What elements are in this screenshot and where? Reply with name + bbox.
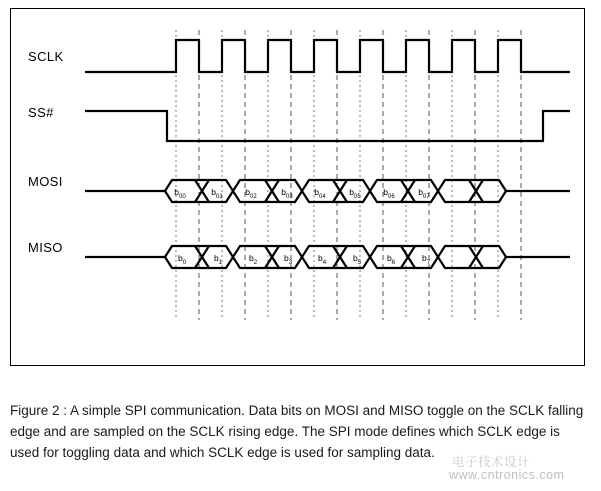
watermark-url: www.cntronics.com [449, 468, 565, 482]
svg-text:b5 [353, 253, 362, 266]
mosi-bit-sub: 05 [354, 194, 361, 200]
svg-text:b3 [284, 253, 293, 266]
mosi-bit-sub: 02 [250, 194, 257, 200]
miso-bit-base: b [177, 253, 183, 263]
miso-bit-base: b [386, 253, 392, 263]
miso-bit-sub: 6 [391, 260, 396, 266]
mosi-waveform [85, 180, 570, 202]
miso-bit-sub: 5 [357, 260, 362, 266]
ss-waveform [85, 111, 570, 141]
mosi-bit-sub: 06 [388, 194, 395, 200]
svg-text:b2 [249, 253, 258, 266]
figure-caption: Figure 2 : A simple SPI communication. Data bits on MOSI and MISO toggle on the SCLK falling edge and are sampled on the SCLK rising edge. The SPI mode defines which SCLK edge is used for toggling data and which SCLK edge is used for sampling data. [10, 403, 584, 460]
miso-bit-sub: 0 [182, 260, 187, 266]
mosi-bit-base: b [281, 187, 287, 197]
mosi-bit-sub: 07 [423, 194, 430, 200]
mosi-bit-base: b [174, 187, 180, 197]
mosi-bit-sub: 03 [286, 194, 293, 200]
miso-bit-sub: 2 [253, 260, 258, 266]
miso-bit-base: b [213, 253, 219, 263]
svg-text:b07 [418, 187, 430, 200]
mosi-bit-sub: 00 [179, 194, 186, 200]
svg-text:b06 [383, 187, 395, 200]
sclk-waveform [85, 40, 570, 72]
mosi-bit-sub: 04 [319, 194, 326, 200]
miso-bit-base: b [248, 253, 254, 263]
svg-text:b02 [245, 187, 257, 200]
svg-text:b05 [349, 187, 361, 200]
mosi-bit-base: b [418, 187, 424, 197]
signal-label-miso: MISO [28, 240, 63, 255]
spi-timing-waveform [10, 8, 585, 366]
miso-bit-sub: 4 [322, 260, 327, 266]
svg-text:b1 [214, 253, 223, 266]
miso-bit-base: b [352, 253, 358, 263]
miso-bit-sub: 1 [218, 260, 223, 266]
mosi-bit-sub: 01 [216, 194, 223, 200]
svg-text:b7 [422, 253, 431, 266]
svg-text:b00 [174, 187, 186, 200]
svg-text:b04 [314, 187, 326, 200]
mosi-bit-base: b [245, 187, 251, 197]
mosi-bit-base: b [314, 187, 320, 197]
svg-text:b01 [211, 187, 223, 200]
miso-bit-sub: 7 [426, 260, 431, 266]
miso-waveform [85, 246, 570, 268]
signal-label-mosi: MOSI [28, 174, 63, 189]
mosi-bit-base: b [211, 187, 217, 197]
miso-bit-base: b [421, 253, 427, 263]
svg-text:b4 [318, 253, 327, 266]
signal-label-sclk: SCLK [28, 49, 64, 64]
signal-label-ss: SS# [28, 105, 54, 120]
mosi-bit-base: b [383, 187, 389, 197]
svg-text:b0 [178, 253, 187, 266]
miso-bit-base: b [283, 253, 289, 263]
svg-text:b03 [281, 187, 293, 200]
miso-bit-base: b [317, 253, 323, 263]
watermark-overlay: 电子技术设计 [452, 455, 531, 469]
svg-text:b6 [387, 253, 396, 266]
mosi-bit-base: b [349, 187, 355, 197]
miso-bit-sub: 3 [288, 260, 293, 266]
